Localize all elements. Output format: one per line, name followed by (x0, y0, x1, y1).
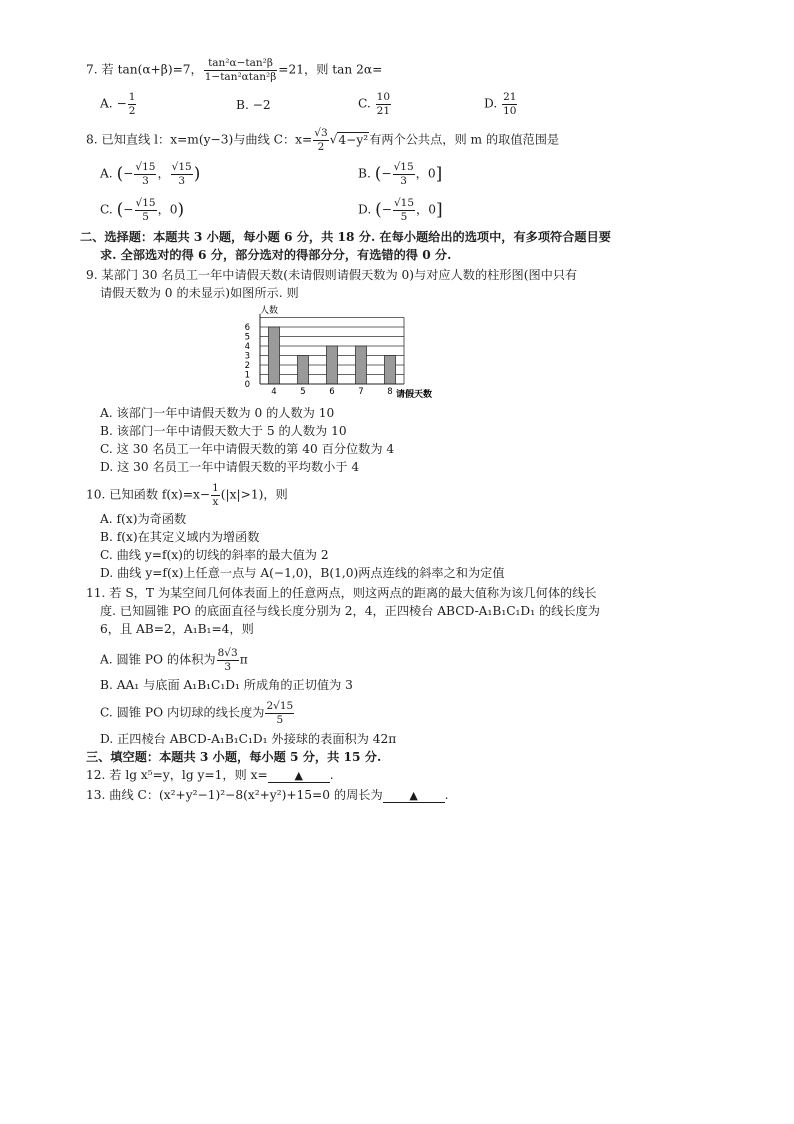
section-2-title-line-1: 二、选择题：本题共 3 小题，每小题 6 分，共 18 分. 在每小题给出的选项中，有多项符合题目要 (80, 230, 611, 244)
triangle-marker-icon: ▲ (409, 789, 418, 802)
chart-bar-4 (269, 327, 280, 384)
q11-option-b: B. AA₁ 与底面 A₁B₁C₁D₁ 所成角的正切值为 3 (100, 678, 353, 692)
chart-bar-8 (385, 356, 396, 385)
q12-answer-blank[interactable] (268, 769, 330, 783)
q11-stem-line-3: 6，且 AB=2，A₁B₁=4，则 (100, 622, 254, 636)
chart-y-tick-label: 3 (244, 351, 250, 362)
chart-x-tick-label: 6 (329, 387, 335, 397)
q7-stem-end: =21，则 tan 2α= (278, 62, 383, 77)
q8-option-d: D. (− $\frac{√15}{5}$ ，0] (358, 197, 443, 223)
chart-x-ticks (271, 387, 392, 397)
q10-option-c: C. 曲线 y=f(x)的切线的斜率的最大值为 2 (100, 548, 329, 562)
triangle-marker-icon: ▲ (294, 769, 303, 782)
q8-option-c: C. (− $\frac{√15}{5}$ ，0) (100, 197, 185, 223)
q11-stem-line-2: 度. 已知圆锥 PO 的底面直径与线长度分别为 2，4，正四棱台 ABCD-A₁B₁C₁D₁ 的线长度为 (100, 604, 600, 618)
q10-option-d: D. 曲线 y=f(x)上任意一点与 A(−1,0)，B(1,0)两点连线的斜率之和为定值 (100, 566, 505, 580)
chart-y-axis-label: 人数 (260, 306, 279, 316)
chart-x-tick-label: 5 (300, 387, 306, 397)
q7-stem (86, 58, 382, 82)
q10-option-a: A. f(x)为奇函数 (100, 512, 187, 526)
section-2-title-line-2: 求. 全部选对的得 6 分，部分选对的得部分分，有选错的得 0 分. (100, 248, 452, 262)
q7-stem-start: 7. 若 tan(α+β)=7， (86, 62, 203, 77)
q9-bar-chart (236, 302, 456, 400)
q11-option-c: C. 圆锥 PO 内切球的线长度为 $\frac{2√15}{5}$ (100, 700, 294, 726)
q7-fraction: $\frac{\text{tan²α−tan²β}}{\text{1−tan²αtan²β}}$ (204, 57, 277, 83)
chart-bar-6 (327, 346, 338, 384)
q8-option-b: B. (− $\frac{√15}{3}$ ，0] (358, 161, 443, 187)
q8-stem: 8. 已知直线 l：x=m(y−3)与曲线 C：x= $\frac{√3}{2}$ √4−y²有两个公共点，则 m 的取值范围是 (86, 127, 560, 153)
q11-option-a: A. 圆锥 PO 的体积为 $\frac{8√3}{3}$ π (100, 647, 248, 673)
chart-y-ticks (245, 323, 250, 390)
chart-y-tick-label: 0 (244, 380, 250, 390)
q7-option-d: D. $\frac{21}{10}$ (484, 91, 517, 117)
chart-y-tick-label: 5 (244, 332, 250, 343)
chart-x-tick-label: 8 (387, 387, 393, 397)
section-3-title: 三、填空题：本题共 3 小题，每小题 5 分，共 15 分. (86, 750, 382, 764)
q9-option-d: D. 这 30 名员工一年中请假天数的平均数小于 4 (100, 460, 360, 474)
q9-option-b: B. 该部门一年中请假天数大于 5 的人数为 10 (100, 424, 347, 438)
q13-stem: 13. 曲线 C：(x²+y²−1)²−8(x²+y²)+15=0 的周长为 ▲ . (86, 788, 449, 802)
q10-stem: 10. 已知函数 f(x)=x− $\frac{1}{x}$ (|x|>1)，则 (86, 482, 288, 508)
chart-y-tick-label: 2 (244, 361, 250, 371)
chart-x-tick-label: 4 (271, 387, 277, 397)
chart-bar-7 (356, 346, 367, 384)
chart-x-axis-label: 请假天数 (396, 390, 433, 400)
q12-stem: 12. 若 lg x⁵=y，lg y=1，则 x= ▲ . (86, 768, 334, 782)
q7-option-a: A. − $\frac{1}{2}$ (100, 91, 136, 117)
q9-stem-line-2: 请假天数为 0 的未显示)如图所示. 则 (100, 286, 299, 300)
q9-option-a: A. 该部门一年中请假天数为 0 的人数为 10 (100, 406, 335, 420)
q7-option-c: C. $\frac{10}{21}$ (358, 91, 391, 117)
chart-bar-5 (298, 356, 309, 385)
q9-option-c: C. 这 30 名员工一年中请假天数的第 40 百分位数为 4 (100, 442, 395, 456)
chart-y-tick-label: 1 (244, 370, 250, 381)
chart-y-tick-label: 4 (244, 342, 250, 352)
q9-stem-line-1: 9. 某部门 30 名员工一年中请假天数(未请假则请假天数为 0)与对应人数的柱形图(图中只有 (86, 268, 578, 282)
q13-answer-blank[interactable] (383, 789, 445, 803)
q10-option-b: B. f(x)在其定义域内为增函数 (100, 530, 260, 544)
chart-y-tick-label: 6 (244, 323, 250, 333)
q11-option-d: D. 正四棱台 ABCD-A₁B₁C₁D₁ 外接球的表面积为 42π (100, 732, 397, 746)
q8-option-a: A. (− $\frac{√15}{3}$ ， $\frac{√15}{3}$ ) (100, 161, 201, 187)
chart-x-tick-label: 7 (358, 387, 364, 397)
q7-option-b: B. −2 (236, 98, 271, 112)
q11-stem-line-1: 11. 若 S，T 为某空间几何体表面上的任意两点，则这两点的距离的最大值称为该几何体的线长 (86, 586, 597, 600)
